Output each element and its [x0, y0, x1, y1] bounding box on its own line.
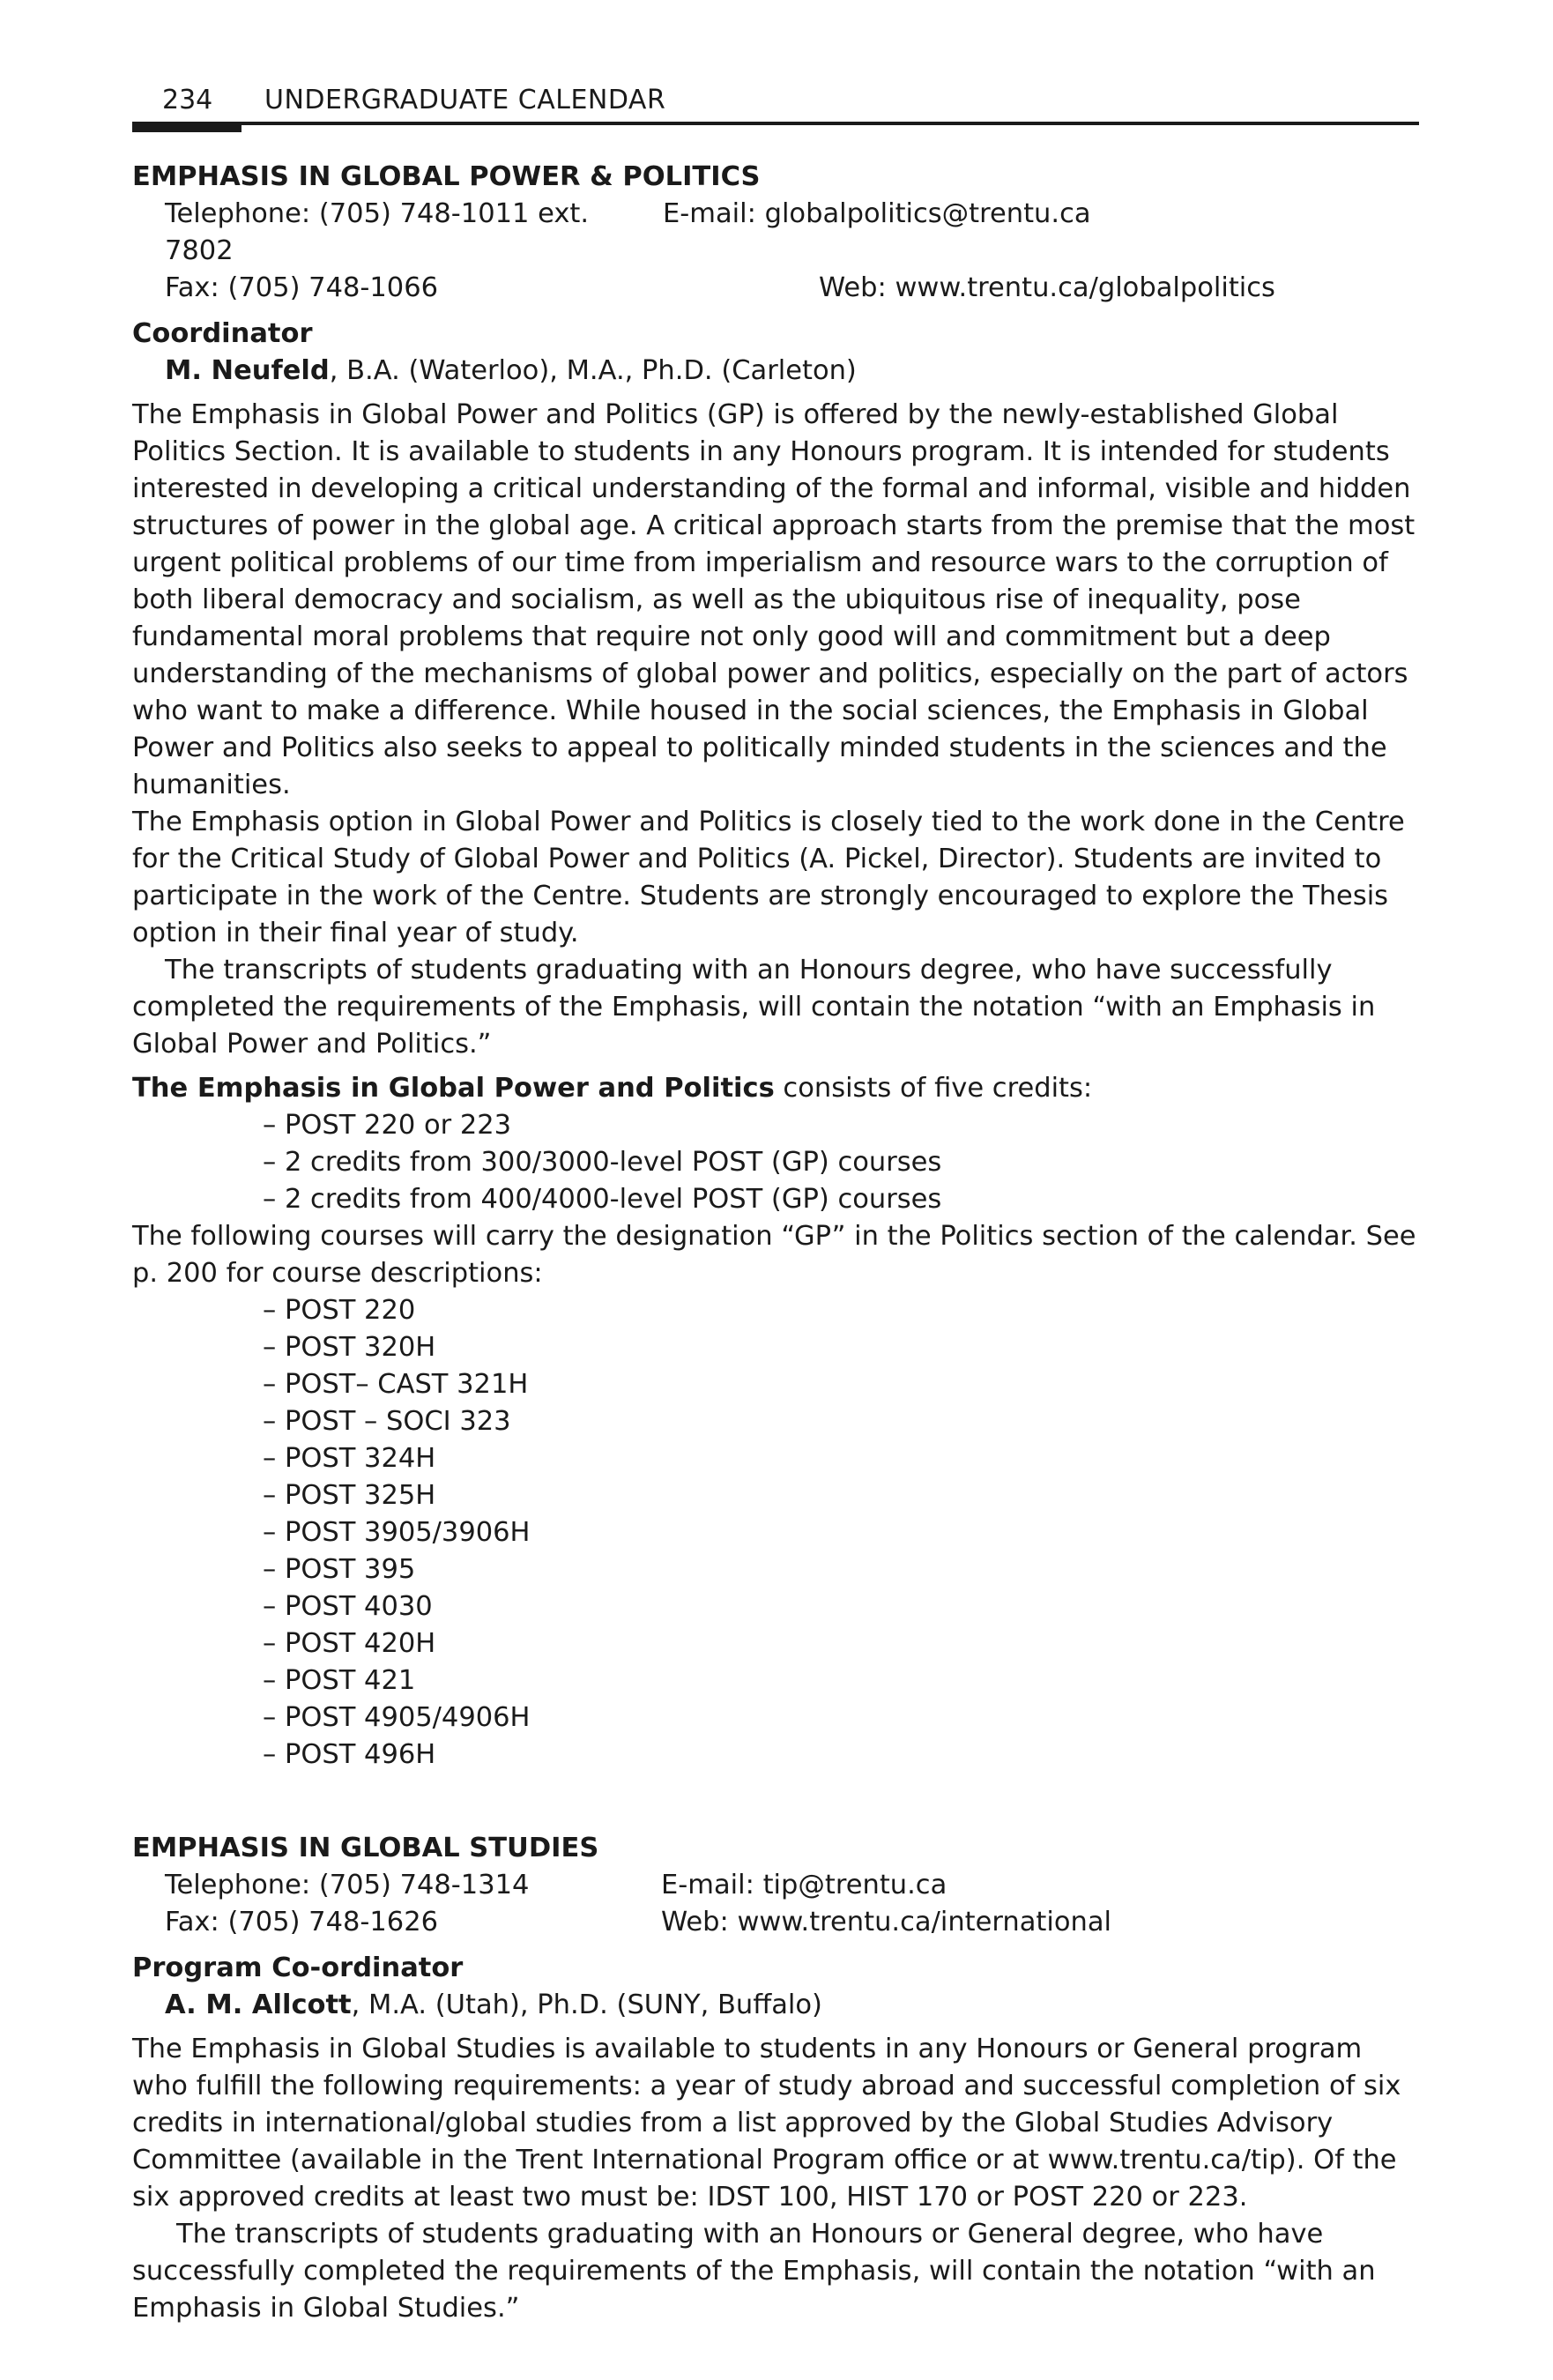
coordinator-label: Coordinator: [132, 318, 313, 349]
list-item: – POST 4030: [263, 1588, 1423, 1625]
consists-line: [132, 1070, 1423, 1107]
email: E-mail: globalpolitics@trentu.ca: [663, 198, 1091, 229]
contact-row: [132, 1867, 1423, 1904]
list-item: – POST 421: [263, 1662, 1423, 1699]
coordinator-name: M. Neufeld: [165, 355, 330, 386]
running-title: UNDERGRADUATE CALENDAR: [264, 85, 666, 115]
emphasis-name: The Emphasis in Global Power and Politics: [132, 1073, 775, 1104]
telephone: Telephone: (705) 748-1011 ext. 7802: [165, 198, 590, 266]
course-list: [132, 1292, 1423, 1774]
consists-text: consists of five credits:: [774, 1073, 1093, 1104]
header-tab-mark: [132, 122, 241, 132]
paragraph: The Emphasis in Global Studies is available to students in any Honours or General program who fulfill the following requirements: a year of study abroad and successful completion of six credits in international/global studies from a list approved by the Global Studies Advisory Committee (available in the Trent International Program office or at www.trentu.ca/tip). Of the six approved credits at least two must be: IDST 100, HIST 170 or POST 220 or 223.: [132, 2034, 1401, 2213]
fax: Fax: (705) 748-1066: [165, 272, 439, 303]
contact-row: [132, 1904, 1423, 1941]
coordinator-name: A. M. Allcott: [165, 1990, 352, 2020]
list-item: – POST 420H: [263, 1625, 1423, 1662]
list-item: – 2 credits from 300/3000-level POST (GP) courses: [263, 1144, 1423, 1181]
list-item: – POST 3905/3906H: [263, 1514, 1423, 1551]
section-heading: EMPHASIS IN GLOBAL POWER & POLITICS: [132, 161, 761, 192]
contact-row: [132, 270, 1423, 307]
coordinator: [132, 1987, 1423, 2024]
paragraph: The Emphasis in Global Power and Politics (GP) is offered by the newly-established Global Politics Section. It is available to students in any Honours program. It is intended for students interested in developing a critical understanding of the formal and informal, visible and hidden structures of power in the global age. A critical approach starts from the premise that the most urgent political problems of our time from imperialism and resource wars to the corruption of both liberal democracy and socialism, as well as the ubiquitous rise of inequality, pose fundamental moral problems that require not only good will and commitment but a deep understanding of the mechanisms of global power and politics, especially on the part of actors who want to make a difference. While housed in the social sciences, the Emphasis in Global Power and Politics also seeks to appeal to politically minded students in the sciences and the humanities.: [132, 399, 1416, 800]
paragraph: The transcripts of students graduating with an Honours degree, who have successfully completed the requirements of the Emphasis, will contain the notation “with an Emphasis in Global Power and Politics.”: [132, 955, 1376, 1060]
list-item: – POST – SOCI 323: [263, 1403, 1423, 1440]
list-item: – POST 4905/4906H: [263, 1699, 1423, 1737]
web: Web: www.trentu.ca/international: [661, 1907, 1111, 1937]
header-rule: [132, 122, 1419, 125]
list-item: – POST 496H: [263, 1737, 1423, 1774]
coordinator-credentials: , B.A. (Waterloo), M.A., Ph.D. (Carleton): [329, 355, 857, 386]
coordinator-label: Program Co-ordinator: [132, 1952, 464, 1983]
list-item: – POST 325H: [263, 1477, 1423, 1514]
list-item: – POST 395: [263, 1551, 1423, 1588]
paragraph: The transcripts of students graduating with an Honours or General degree, who have successfully completed the requirements of the Emphasis, will contain the notation “with an Emphasis in Global Studies.”: [132, 2219, 1376, 2324]
paragraph: The Emphasis option in Global Power and Politics is closely tied to the work done in the Centre for the Critical Study of Global Power and Politics (A. Pickel, Director). Students are invited to participate in the work of the Centre. Students are strongly encouraged to explore the Thesis option in their final year of study.: [132, 807, 1405, 948]
list-item: – POST– CAST 321H: [263, 1366, 1423, 1403]
page-content: [132, 159, 1423, 2327]
web: Web: www.trentu.ca/globalpolitics: [819, 272, 1275, 303]
contact-row: [132, 196, 1423, 270]
page-number: 234: [162, 85, 213, 115]
telephone: Telephone: (705) 748-1314: [165, 1870, 530, 1900]
list-item: – POST 324H: [263, 1440, 1423, 1477]
list-item: – 2 credits from 400/4000-level POST (GP) courses: [263, 1181, 1423, 1218]
paragraph: The following courses will carry the designation “GP” in the Politics section of the calendar. See p. 200 for course descriptions:: [132, 1221, 1416, 1289]
section-global-studies: [132, 1830, 1423, 2327]
page-header: [132, 79, 1419, 132]
list-item: – POST 220: [263, 1292, 1423, 1329]
fax: Fax: (705) 748-1626: [165, 1907, 439, 1937]
coordinator: [132, 353, 1423, 390]
list-item: – POST 320H: [263, 1329, 1423, 1366]
section-heading: EMPHASIS IN GLOBAL STUDIES: [132, 1833, 599, 1863]
section-global-power-politics: [132, 159, 1423, 1774]
list-item: – POST 220 or 223: [263, 1107, 1423, 1144]
coordinator-credentials: , M.A. (Utah), Ph.D. (SUNY, Buffalo): [351, 1990, 822, 2020]
requirements-list: [132, 1107, 1423, 1218]
email: E-mail: tip@trentu.ca: [661, 1870, 947, 1900]
